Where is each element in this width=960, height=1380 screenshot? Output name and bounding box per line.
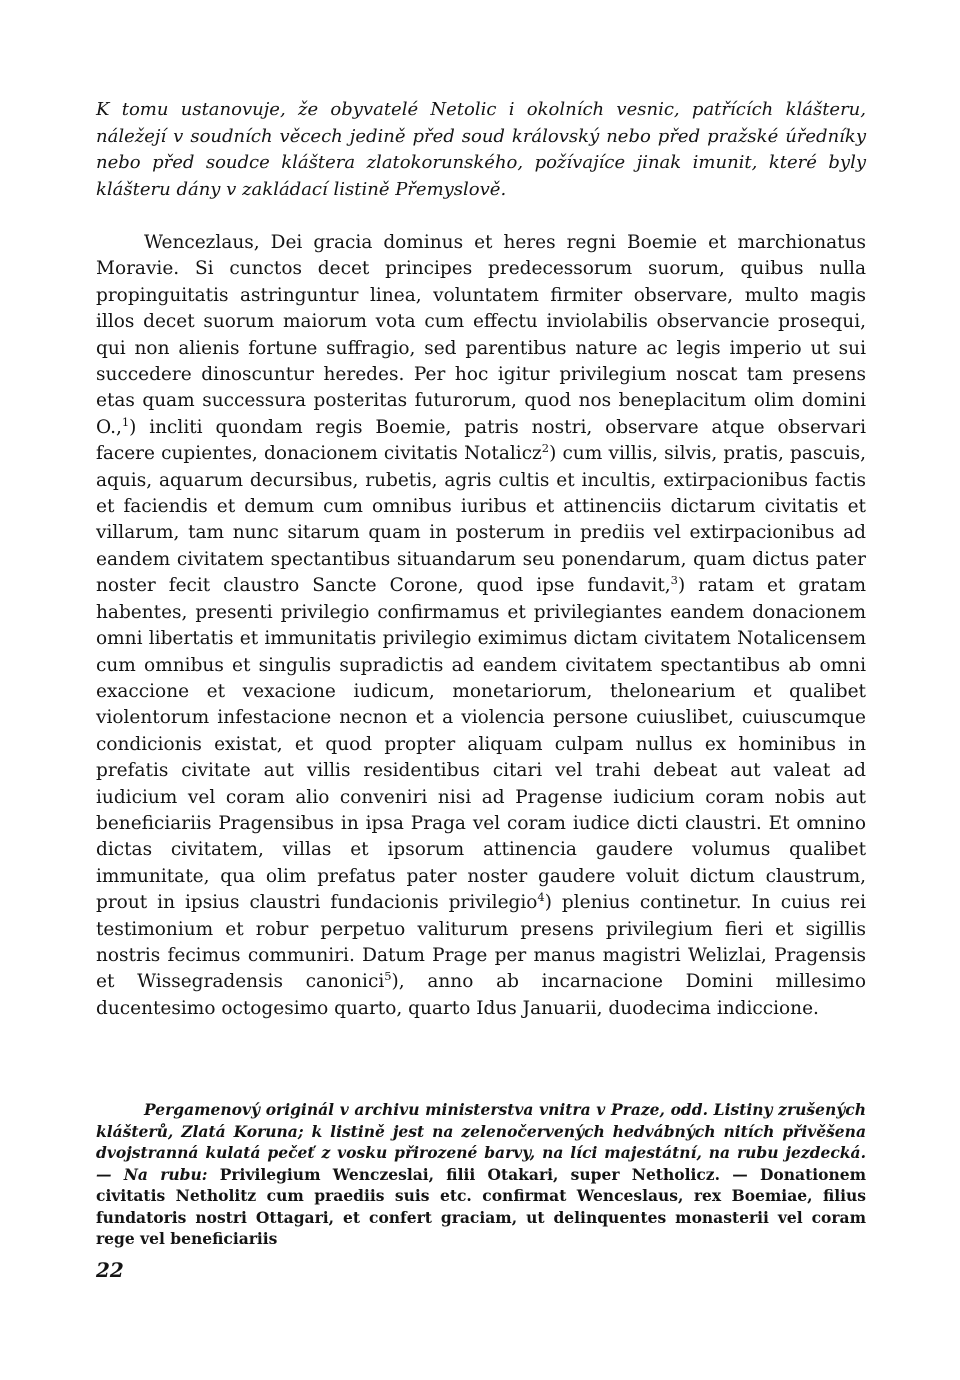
latin-charter-text	[96, 230, 866, 1022]
summary-paragraph: K tomu ustanovuje, že obyvatelé Netolic i okolních vesnic, patřících klášteru, náležejí v soudních věcech jedině před soud královský nebo před pražské úředníky nebo před soudce kláštera zlatokorunského, požívajíce jinak imunit, které byly klášteru dány v zakládací listině Přemyslově.	[96, 99, 866, 200]
footnote-ref-5: 5	[384, 969, 392, 984]
charter-text-5: ) plenius continetur. In cuius rei testimonium et robur perpetuo valiturum presens privilegium fieri et sigillis nostris fecimus communiri. Datum Prage per manus magistri Welizlai, Pragensis et Wissegradensis canonici	[96, 892, 866, 993]
czech-summary	[96, 97, 866, 203]
archival-note	[96, 1099, 866, 1250]
charter-text-6: ), anno ab incarnacione Domini millesimo ducentesimo octogesimo quarto, quarto Idus Januarii, duodecima indiccione.	[96, 971, 866, 1019]
page-number: 22	[96, 1258, 124, 1282]
note-italic-text: Pergamenový originál v archivu ministerstva vnitra v Praze, odd. Listiny zrušených klášterů, Zlatá Koruna; k listině jest na zelenočervených hedvábných nitích přivěšena dvojstranná kulatá pečeť z vosku přirozené barvy, na líci majestátní, na rubu jezdecká. — Na rubu:	[96, 1100, 866, 1184]
note-paragraph	[96, 1099, 866, 1250]
footnote-ref-4: 4	[537, 890, 545, 905]
charter-text-4: ) ratam et gratam habentes, presenti privilegio confirmamus et privilegiantes eandem donacionem omni libertatis et immunitatis privilegio eximimus dictam civitatem Notalicensem cum omnibus et singulis supradictis ad eandem civitatem spectantibus ab omni exaccione et vexacione iudicum, monetariorum, thelonearium et qualibet violentorum infestacione necnon et a violencia persone cuiuslibet, cuiuscumque condicionis existat, et quod propter aliquam culpam nullus ex hominibus in prefatis civitate aut villis residentibus citari vel trahi debeat aut valeat ad iudicium vel coram alio conveniri nisi ad Pragense iudicium coram nobis aut beneficiariis Pragensibus in ipsa Praga vel coram iudice dicti claustri. Et omnino dictas civitatem, villas et ipsorum attinencia gaudere volumus qualibet immunitate, qua olim prefatus pater noster gaudere voluit dictum claustrum, prout in ipsius claustri fundacionis privilegio	[96, 575, 866, 914]
footnote-ref-3: 3	[670, 573, 678, 588]
charter-paragraph	[96, 230, 866, 1022]
charter-text-2: ) incliti quondam regis Boemie, patris nostri, observare atque observari facere cupientes, donacionem civitatis Notalicz	[96, 416, 866, 465]
charter-text-3: ) cum villis, silvis, pratis, pascuis, aquis, aquarum decursibus, rubetis, agris cultis et incultis, extirpacionibus factis et faciendis et demum cum omnibus iuribus et attinenciis dictarum civitatis et villarum, tam nunc sitarum quam in posterum in prediis vel extirpacionibus ad eandem civitatem spectantibus situandarum seu ponendarum, quam dictus pater noster fecit claustro Sancte Corone, quod ipse fundavit,	[96, 443, 866, 597]
footnote-ref-1: 1	[121, 414, 130, 429]
note-regular-text: Privilegium Wenczeslai, filii Otakari, super Netholicz. — Donationem civitatis Netholitz cum praediis suis etc. confirmat Wenceslaus, rex Boemiae, filius fundatoris nostri Ottagari, et confert graciam, ut delinquentes monasterii vel coram rege vel beneficiariis	[96, 1164, 866, 1248]
charter-text-1: Wencezlaus, Dei gracia dominus et heres regni Boemie et marchionatus Moravie. Si cunctos decet principes predecessorum suorum, quibus nulla propinguitatis astringuntur linea, voluntatem firmiter observare, multo magis illos decet suorum maiorum vota cum effectu inviolabilis observancie prosequi, qui non alienis fortune suffragio, sed parentibus nature ac legis imperio ut sui succedere dinoscuntur heredes. Per hoc igitur privilegium noscat tam presens etas quam successura posteritas futurorum, quod nos beneplacitum olim domini O.,	[96, 232, 866, 438]
footnote-ref-2: 2	[541, 441, 550, 456]
